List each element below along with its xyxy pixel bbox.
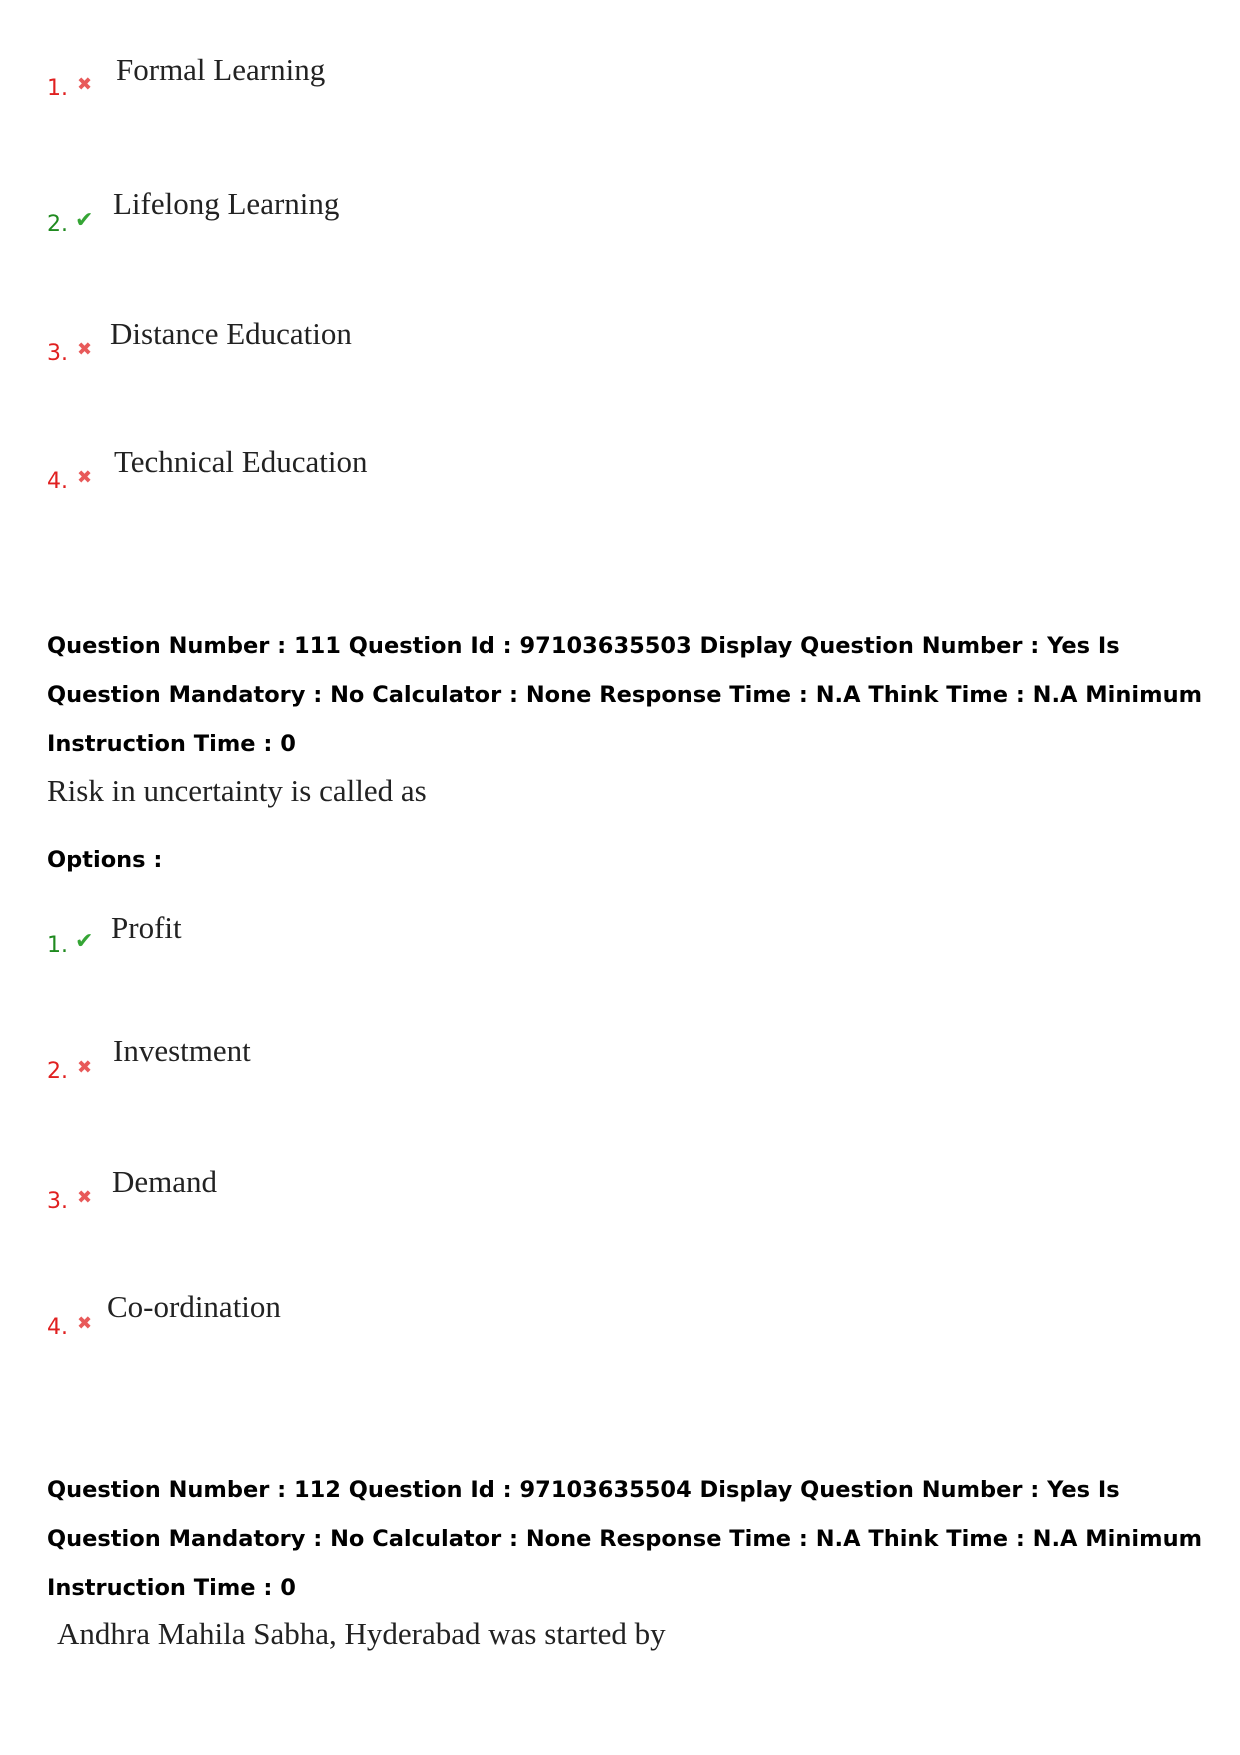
question-meta: Question Number : 111 Question Id : 97103635503 Display Question Number : Yes Is Question Mandatory : No Calculator : None Response Time : N.A Think Time : N.A Minimum Instruction Time : 0 [47, 633, 1203, 757]
cross-icon: ✖ [77, 1057, 93, 1078]
option-text: Technical Education [114, 444, 368, 479]
option-text: Co-ordination [107, 1289, 281, 1324]
cross-icon: ✖ [77, 74, 93, 95]
cross-icon: ✖ [77, 467, 93, 488]
option-text: Demand [112, 1164, 218, 1199]
option-text: Formal Learning [116, 52, 326, 87]
cross-icon: ✖ [77, 1313, 93, 1334]
check-icon: ✔ [75, 208, 94, 233]
option-number: 1. [47, 76, 68, 101]
option-number: 2. [47, 212, 68, 237]
option-text: Investment [113, 1033, 251, 1068]
option-text: Lifelong Learning [113, 186, 340, 221]
cross-icon: ✖ [77, 339, 93, 360]
question-text: Risk in uncertainty is called as [47, 773, 427, 808]
option-number: 3. [47, 1189, 68, 1214]
option-text: Profit [111, 910, 182, 945]
check-icon: ✔ [75, 929, 94, 954]
options-label: Options : [47, 847, 163, 873]
question-text: Andhra Mahila Sabha, Hyderabad was started by [57, 1616, 666, 1651]
option-number: 3. [47, 341, 68, 366]
option-number: 4. [47, 469, 68, 494]
option-number: 2. [47, 1059, 68, 1084]
question-meta: Question Number : 112 Question Id : 97103635504 Display Question Number : Yes Is Question Mandatory : No Calculator : None Response Time : N.A Think Time : N.A Minimum Instruction Time : 0 [47, 1477, 1203, 1601]
option-text: Distance Education [110, 316, 352, 351]
cross-icon: ✖ [77, 1187, 93, 1208]
option-number: 4. [47, 1315, 68, 1340]
option-number: 1. [47, 933, 68, 958]
